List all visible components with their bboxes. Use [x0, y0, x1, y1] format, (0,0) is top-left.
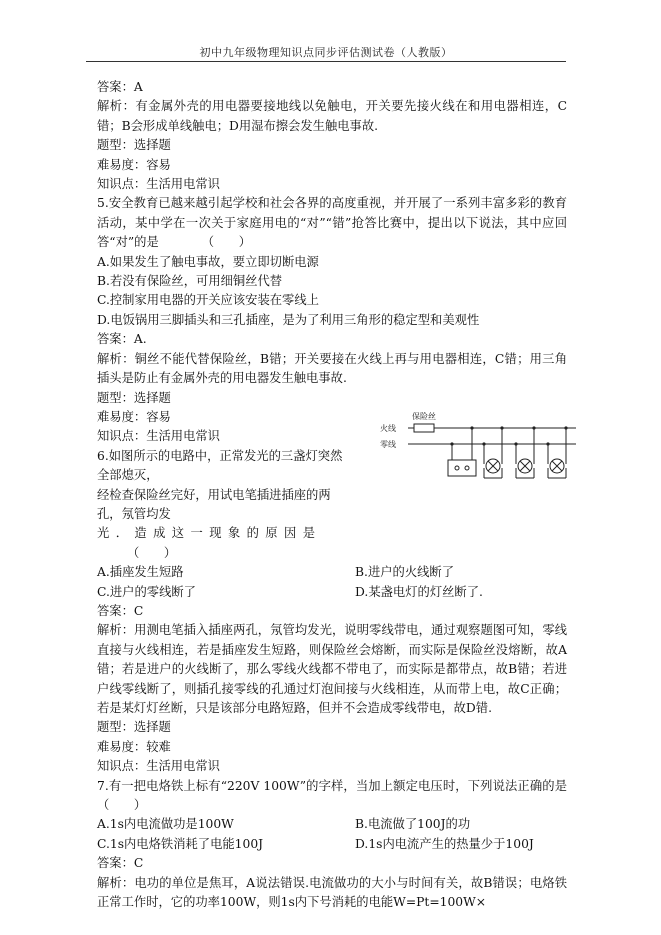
header-rule	[86, 61, 566, 62]
q6-knowledge: 知识点：生活用电常识	[97, 759, 220, 774]
q5-difficulty: 难易度：容易	[97, 409, 171, 424]
q7-option-d: D.1s内电流产生的热量少于100J	[355, 836, 534, 851]
q4-answer: 答案：A	[97, 80, 143, 94]
q5-option-d: D.电饭锅用三脚插头和三孔插座，是为了利用三角形的稳定型和美观性	[97, 312, 480, 327]
q5-type: 题型：选择题	[97, 390, 171, 405]
q7-answer: 答案：C	[97, 856, 144, 871]
q6-option-c: C.进户的零线断了	[97, 584, 196, 599]
fuse-label: 保险丝	[412, 412, 436, 421]
q5-option-b: B.若没有保险丝，可用细铜丝代替	[97, 274, 283, 289]
q4-knowledge: 知识点：生活用电常识	[97, 177, 220, 192]
q5-answer: 答案：A.	[97, 332, 147, 347]
q6-stem-line1: 6.如图所示的电路中，正常发光的三盏灯突然	[97, 448, 343, 463]
fuse-symbol	[414, 424, 434, 432]
q7-option-a: A.1s内电流做功是100W	[97, 817, 234, 832]
document-body	[97, 78, 604, 912]
q6-circuit-diagram	[380, 408, 661, 488]
q6-analysis: 解析：用测电笔插入插座两孔，氖管均发光，说明零线带电，通过观察题图可知，零线直接与火线相连，若是插座发生短路，则保险丝会熔断，而实际是保险丝没熔断，故A错；若是进户的火线断了，那么零线火线都不带电了，而实际是都带点，故B错；若进户线零线断了，则插孔接零线的孔通过灯泡间接与火线相连，从而带上电，故C正确；若是某灯灯丝断，只是该部分电路短路，但并不会造成零线带电，故D错.	[97, 623, 567, 715]
live-wire-label: 火线	[380, 424, 396, 433]
q7-stem: 7.有一把电烙铁上标有“220V 100W”的字样，当加上额定电压时，下列说法正确的是 （ ）	[97, 778, 604, 813]
page-header: 初中九年级物理知识点同步评估测试卷（人教版）	[199, 46, 453, 59]
q5-option-c: C.控制家用电器的开关应该安装在零线上	[97, 293, 319, 308]
q7-option-b: B.电流做了100J的功	[355, 817, 471, 832]
q4-type: 题型：选择题	[97, 138, 171, 153]
q5-analysis: 解析：铜丝不能代替保险丝，B错；开关要接在火线上再与用电器相连，C错；用三角插头是防止有金属外壳的用电器发生触电事故.	[97, 351, 567, 386]
q4-difficulty: 难易度：容易	[97, 157, 171, 172]
q6-stem-line2: 全部熄灭，	[97, 468, 159, 483]
q5-stem: 5.安全教育已越来越引起学校和社会各界的高度重视，并开展了一系列丰富多彩的教育活动，某中学在一次关于家庭用电的“对”“错”抢答比赛中，提出以下说法，其中应回答“对”的是 （ ）	[97, 196, 567, 250]
neutral-wire-label: 零线	[380, 440, 396, 449]
q6-stem-line5: 光．造成这一现象的原因是	[97, 526, 315, 541]
q6-difficulty: 难易度：较难	[97, 739, 171, 754]
socket-symbol	[448, 460, 476, 476]
lamp-group	[486, 459, 564, 473]
q6-answer: 答案：C	[97, 603, 144, 618]
q6-option-d: D.某盏电灯的灯丝断了.	[355, 584, 483, 599]
q4-analysis: 解析：有金属外壳的用电器要接地线以免触电，开关要先接火线在和用电器相连，C错；B会形成单线触电；D用湿布擦会发生触电事故.	[97, 99, 567, 133]
q6-stem-line4: 孔，氖管均发	[97, 506, 171, 521]
q6-stem-line3: 经检查保险丝完好，用试电笔插进插座的两	[97, 487, 331, 502]
q5-knowledge: 知识点：生活用电常识	[97, 429, 220, 444]
q7-option-c: C.1s内电烙铁消耗了电能100J	[97, 836, 264, 851]
q6-type: 题型：选择题	[97, 720, 171, 735]
q6-stem-line6: （ ）	[127, 545, 177, 560]
q7-analysis: 解析：电功的单位是焦耳，A说法错误.电流做功的大小与时间有关，故B错误；电烙铁正常工作时，它的功率100W，则1s内下号消耗的电能W=Pt=100W×	[97, 875, 567, 910]
q6-option-b: B.进户的火线断了	[355, 565, 455, 580]
q6-option-a: A.插座发生短路	[97, 565, 184, 580]
q5-option-a: A.如果发生了触电事故，要立即切断电源	[97, 254, 319, 269]
